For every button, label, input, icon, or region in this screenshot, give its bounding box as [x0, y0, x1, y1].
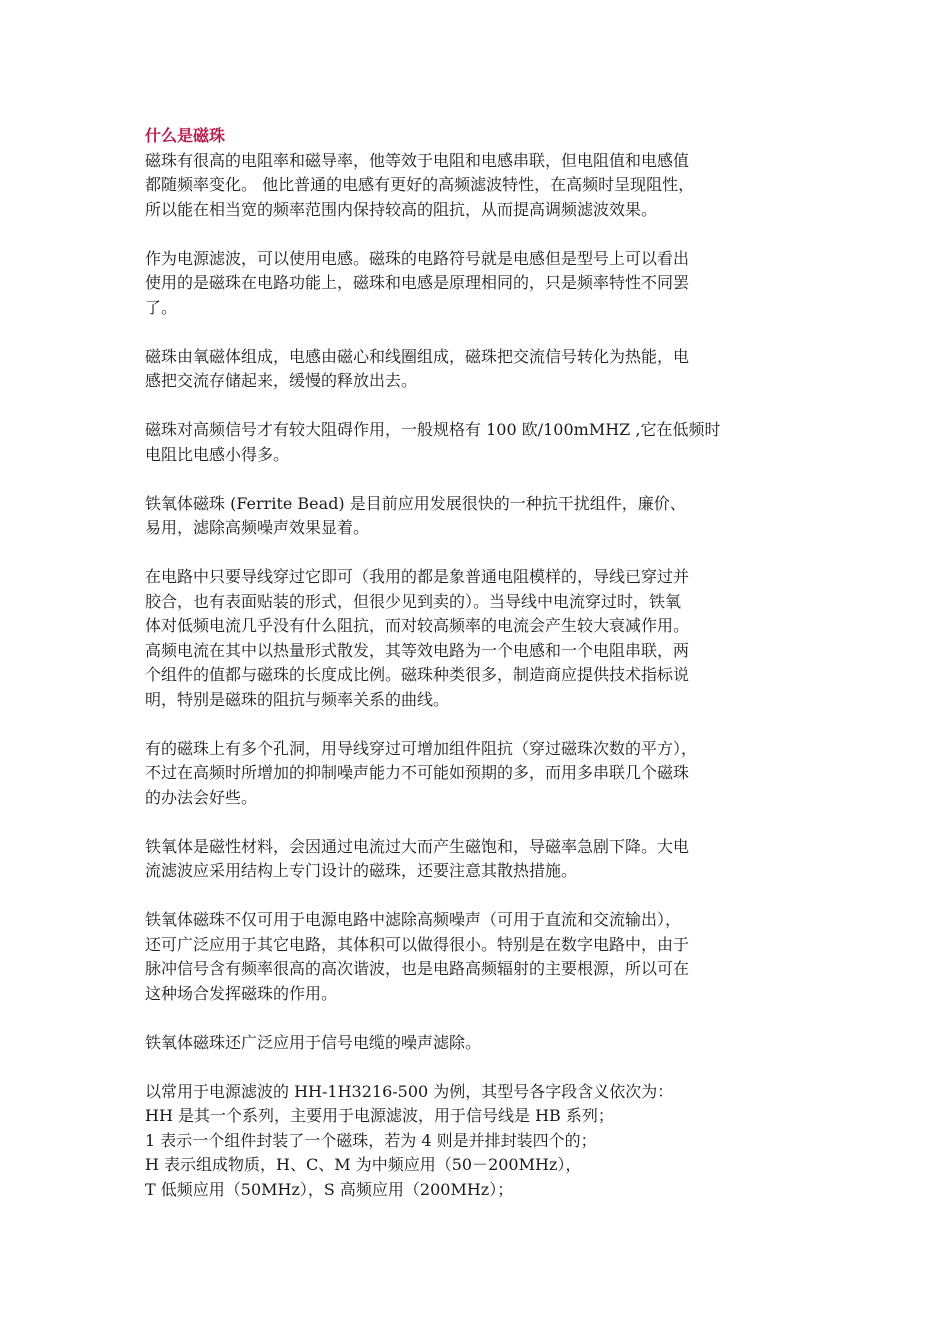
paragraph: [145, 149, 815, 223]
text-line: 了。: [145, 297, 178, 317]
paragraph: [145, 908, 815, 1006]
text-line: HH 是其一个系列，主要用于电源滤波，用于信号线是 HB 系列；: [145, 1106, 614, 1125]
text-line: 作为电源滤波，可以使用电感。磁珠的电路符号就是电感但是型号上可以看出: [145, 248, 690, 268]
text-line: 所以能在相当宽的频率范围内保持较高的阻抗，从而提高调频滤波效果。: [145, 199, 658, 219]
paragraph: [145, 247, 815, 321]
document-body: [145, 149, 815, 1203]
text-line: 这种场合发挥磁珠的作用。: [145, 983, 338, 1003]
text-line: 铁氧体磁珠还广泛应用于信号电缆的噪声滤除。: [145, 1032, 482, 1052]
text-line: 磁珠由氧磁体组成，电感由磁心和线圈组成，磁珠把交流信号转化为热能，电: [145, 346, 690, 366]
paragraph: [145, 418, 815, 467]
text-line: 体对低频电流几乎没有什么阻抗，而对较高频率的电流会产生较大衰减作用。: [145, 616, 690, 635]
text-line: T 低频应用（50MHz），S 高频应用（200MHz）；: [145, 1179, 514, 1199]
text-line: 磁珠有很高的电阻率和磁导率，他等效于电阻和电感串联，但电阻值和电感值: [145, 150, 690, 170]
text-line: 有的磁珠上有多个孔洞，用导线穿过可增加组件阻抗（穿过磁珠次数的平方），: [145, 738, 698, 758]
paragraph: [145, 1031, 815, 1056]
text-line: 还可广泛应用于其它电路，其体积可以做得很小。特别是在数字电路中，由于: [145, 934, 690, 954]
text-line: 都随频率变化。 他比普通的电感有更好的高频滤波特性，在高频时呈现阻性，: [145, 175, 695, 194]
text-line: 高频电流在其中以热量形式散发，其等效电路为一个电感和一个电阻串联，两: [145, 640, 690, 660]
text-line: 铁氧体磁珠不仅可用于电源电路中滤除高频噪声（可用于直流和交流输出），: [145, 910, 682, 929]
paragraph: [145, 737, 815, 811]
text-line: 在电路中只要导线穿过它即可（我用的都是象普通电阻模样的，导线已穿过并: [145, 567, 690, 586]
document-page: [145, 124, 815, 1202]
text-line: 铁氧体是磁性材料，会因通过电流过大而产生磁饱和，导磁率急剧下降。大电: [145, 836, 690, 856]
text-line: 不过在高频时所增加的抑制噪声能力不可能如预期的多，而用多串联几个磁珠: [145, 763, 690, 782]
text-line: 脉冲信号含有频率很高的高次谐波，也是电路高频辐射的主要根源，所以可在: [145, 959, 690, 978]
document-title: 什么是磁珠: [145, 126, 226, 145]
paragraph: [145, 492, 815, 541]
text-line: 感把交流存储起来，缓慢的释放出去。: [145, 371, 418, 390]
text-line: 个组件的值都与磁珠的长度成比例。磁珠种类很多，制造商应提供技术指标说: [145, 665, 690, 684]
text-line: 明，特别是磁珠的阻抗与频率关系的曲线。: [145, 689, 450, 709]
text-line: 磁珠对高频信号才有较大阻碍作用，一般规格有 100 欧/100mMHZ ,它在低频时: [145, 420, 721, 439]
text-line: H 表示组成物质，H、C、M 为中频应用（50－200MHz），: [145, 1155, 582, 1174]
text-line: 以常用于电源滤波的 HH-1H3216-500 为例，其型号各字段含义依次为：: [145, 1081, 674, 1101]
text-line: 使用的是磁珠在电路功能上，磁珠和电感是原理相同的，只是频率特性不同罢: [145, 273, 690, 292]
text-line: 电阻比电感小得多。: [145, 444, 290, 464]
text-line: 1 表示一个组件封装了一个磁珠，若为 4 则是并排封装四个的；: [145, 1130, 597, 1150]
text-line: 易用，滤除高频噪声效果显着。: [145, 518, 370, 537]
paragraph: [145, 565, 815, 712]
text-line: 胶合，也有表面贴装的形式，但很少见到卖的）。当导线中电流穿过时，铁氧: [145, 591, 682, 611]
paragraph: [145, 345, 815, 394]
text-line: 的办法会好些。: [145, 787, 258, 807]
paragraph: [145, 835, 815, 884]
text-line: 流滤波应采用结构上专门设计的磁珠，还要注意其散热措施。: [145, 861, 578, 880]
text-line: 铁氧体磁珠 (Ferrite Bead) 是目前应用发展很快的一种抗干扰组件，廉价、: [145, 493, 686, 513]
paragraph: [145, 1080, 815, 1203]
